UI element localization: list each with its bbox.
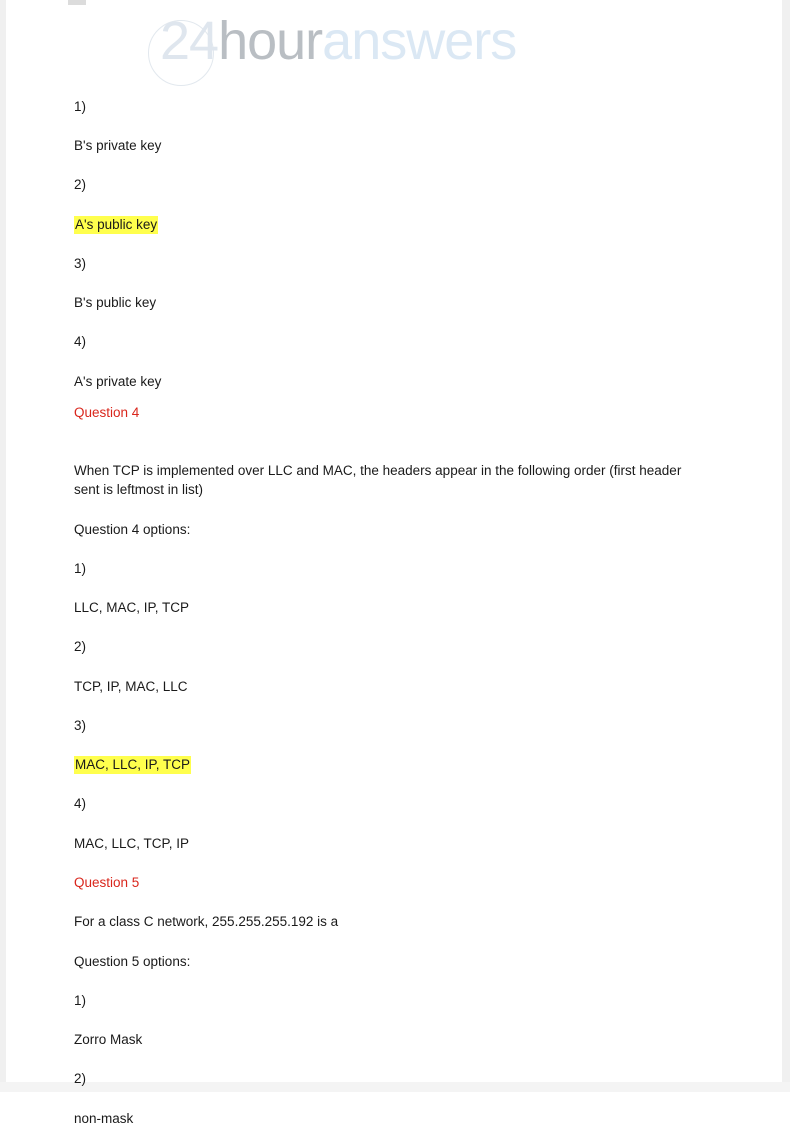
option-number: 4)	[74, 796, 87, 812]
page-right-margin	[782, 0, 790, 1092]
option-text: TCP, IP, MAC, LLC	[74, 678, 188, 694]
option-number: 2)	[74, 1071, 87, 1087]
option-text-highlighted	[74, 216, 694, 234]
option-text: A's private key	[74, 373, 162, 389]
question-header: Question 5	[74, 874, 140, 890]
option-number: 3)	[74, 255, 87, 271]
options-label: Question 5 options:	[74, 953, 191, 969]
option-number: 1)	[74, 993, 87, 1009]
option-number: 1)	[74, 560, 87, 576]
option-text: non-mask	[74, 1110, 134, 1126]
highlight-answer: MAC, LLC, IP, TCP	[75, 757, 191, 773]
site-logo-watermark	[148, 11, 517, 71]
option-text: MAC, LLC, TCP, IP	[74, 835, 190, 851]
option-number: 3)	[74, 717, 87, 733]
option-text: LLC, MAC, IP, TCP	[74, 600, 190, 616]
page-top-notch	[68, 0, 86, 5]
question-body: For a class C network, 255.255.255.192 is a	[74, 913, 339, 929]
logo-text	[148, 11, 517, 71]
option-text-highlighted	[74, 756, 694, 774]
logo-text-hour: hour	[218, 11, 323, 71]
page-left-margin	[0, 0, 6, 1092]
option-text: B's public key	[74, 295, 157, 311]
option-text: Zorro Mask	[74, 1032, 143, 1048]
option-number: 4)	[74, 334, 87, 350]
question-body: When TCP is implemented over LLC and MAC, the headers appear in the following order (first header sent is leftmost in list)	[74, 462, 682, 497]
highlight-answer: A's public key	[75, 216, 158, 232]
option-number: 1)	[74, 99, 87, 114]
question-header: Question 4	[74, 404, 140, 420]
document-content	[74, 98, 694, 1128]
options-label: Question 4 options:	[74, 521, 191, 537]
option-number: 2)	[74, 177, 87, 193]
logo-text-answers: answers	[322, 11, 517, 71]
option-text: B's private key	[74, 138, 162, 154]
logo-text-24: 24	[160, 11, 219, 71]
option-number: 2)	[74, 639, 87, 655]
